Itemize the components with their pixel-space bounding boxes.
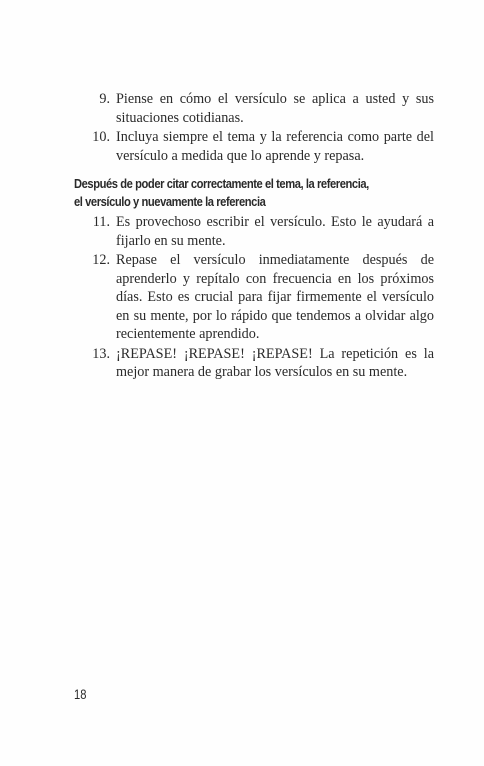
list-item-number: 13. — [92, 345, 110, 362]
list-item — [74, 345, 434, 382]
list-item-text: Incluya siempre el tema y la referencia como parte del versículo a medida que lo aprende y repasa. — [116, 129, 434, 164]
section-heading-line-1: Después de poder citar correctamente el tema, la referencia, — [74, 176, 369, 191]
list-item — [74, 128, 434, 165]
list-item-text: Es provechoso escribir el versículo. Esto le ayudará a fijarlo en su mente. — [116, 214, 434, 249]
numbered-list-top — [74, 90, 434, 166]
list-item-number: 9. — [99, 91, 110, 107]
list-item — [74, 90, 434, 127]
list-item-text: Piense en cómo el versículo se aplica a usted y sus situaciones cotidianas. — [116, 91, 434, 126]
list-item-number: 12. — [92, 252, 110, 268]
page-number: 18 — [74, 686, 87, 702]
section-heading-line-2: el versículo y nuevamente la referencia — [74, 194, 266, 209]
list-item-number: 11. — [92, 214, 110, 230]
section-heading — [74, 175, 384, 211]
list-item-number: 10. — [92, 129, 110, 145]
list-item — [74, 251, 434, 344]
numbered-list-bottom — [74, 213, 434, 383]
list-item-text: ¡REPASE! ¡REPASE! ¡REPASE! La repetición es la mejor manera de grabar los versículos en su mente. — [116, 345, 434, 380]
list-item-text: Repase el versículo inmediatamente después de aprenderlo y repítalo con frecuencia en los próximos días. Esto es crucial para fijar firmemente el versículo en su mente, por lo rápido que tendemos a olvidar algo recientemente aprendido. — [116, 252, 434, 342]
list-item — [74, 213, 434, 250]
